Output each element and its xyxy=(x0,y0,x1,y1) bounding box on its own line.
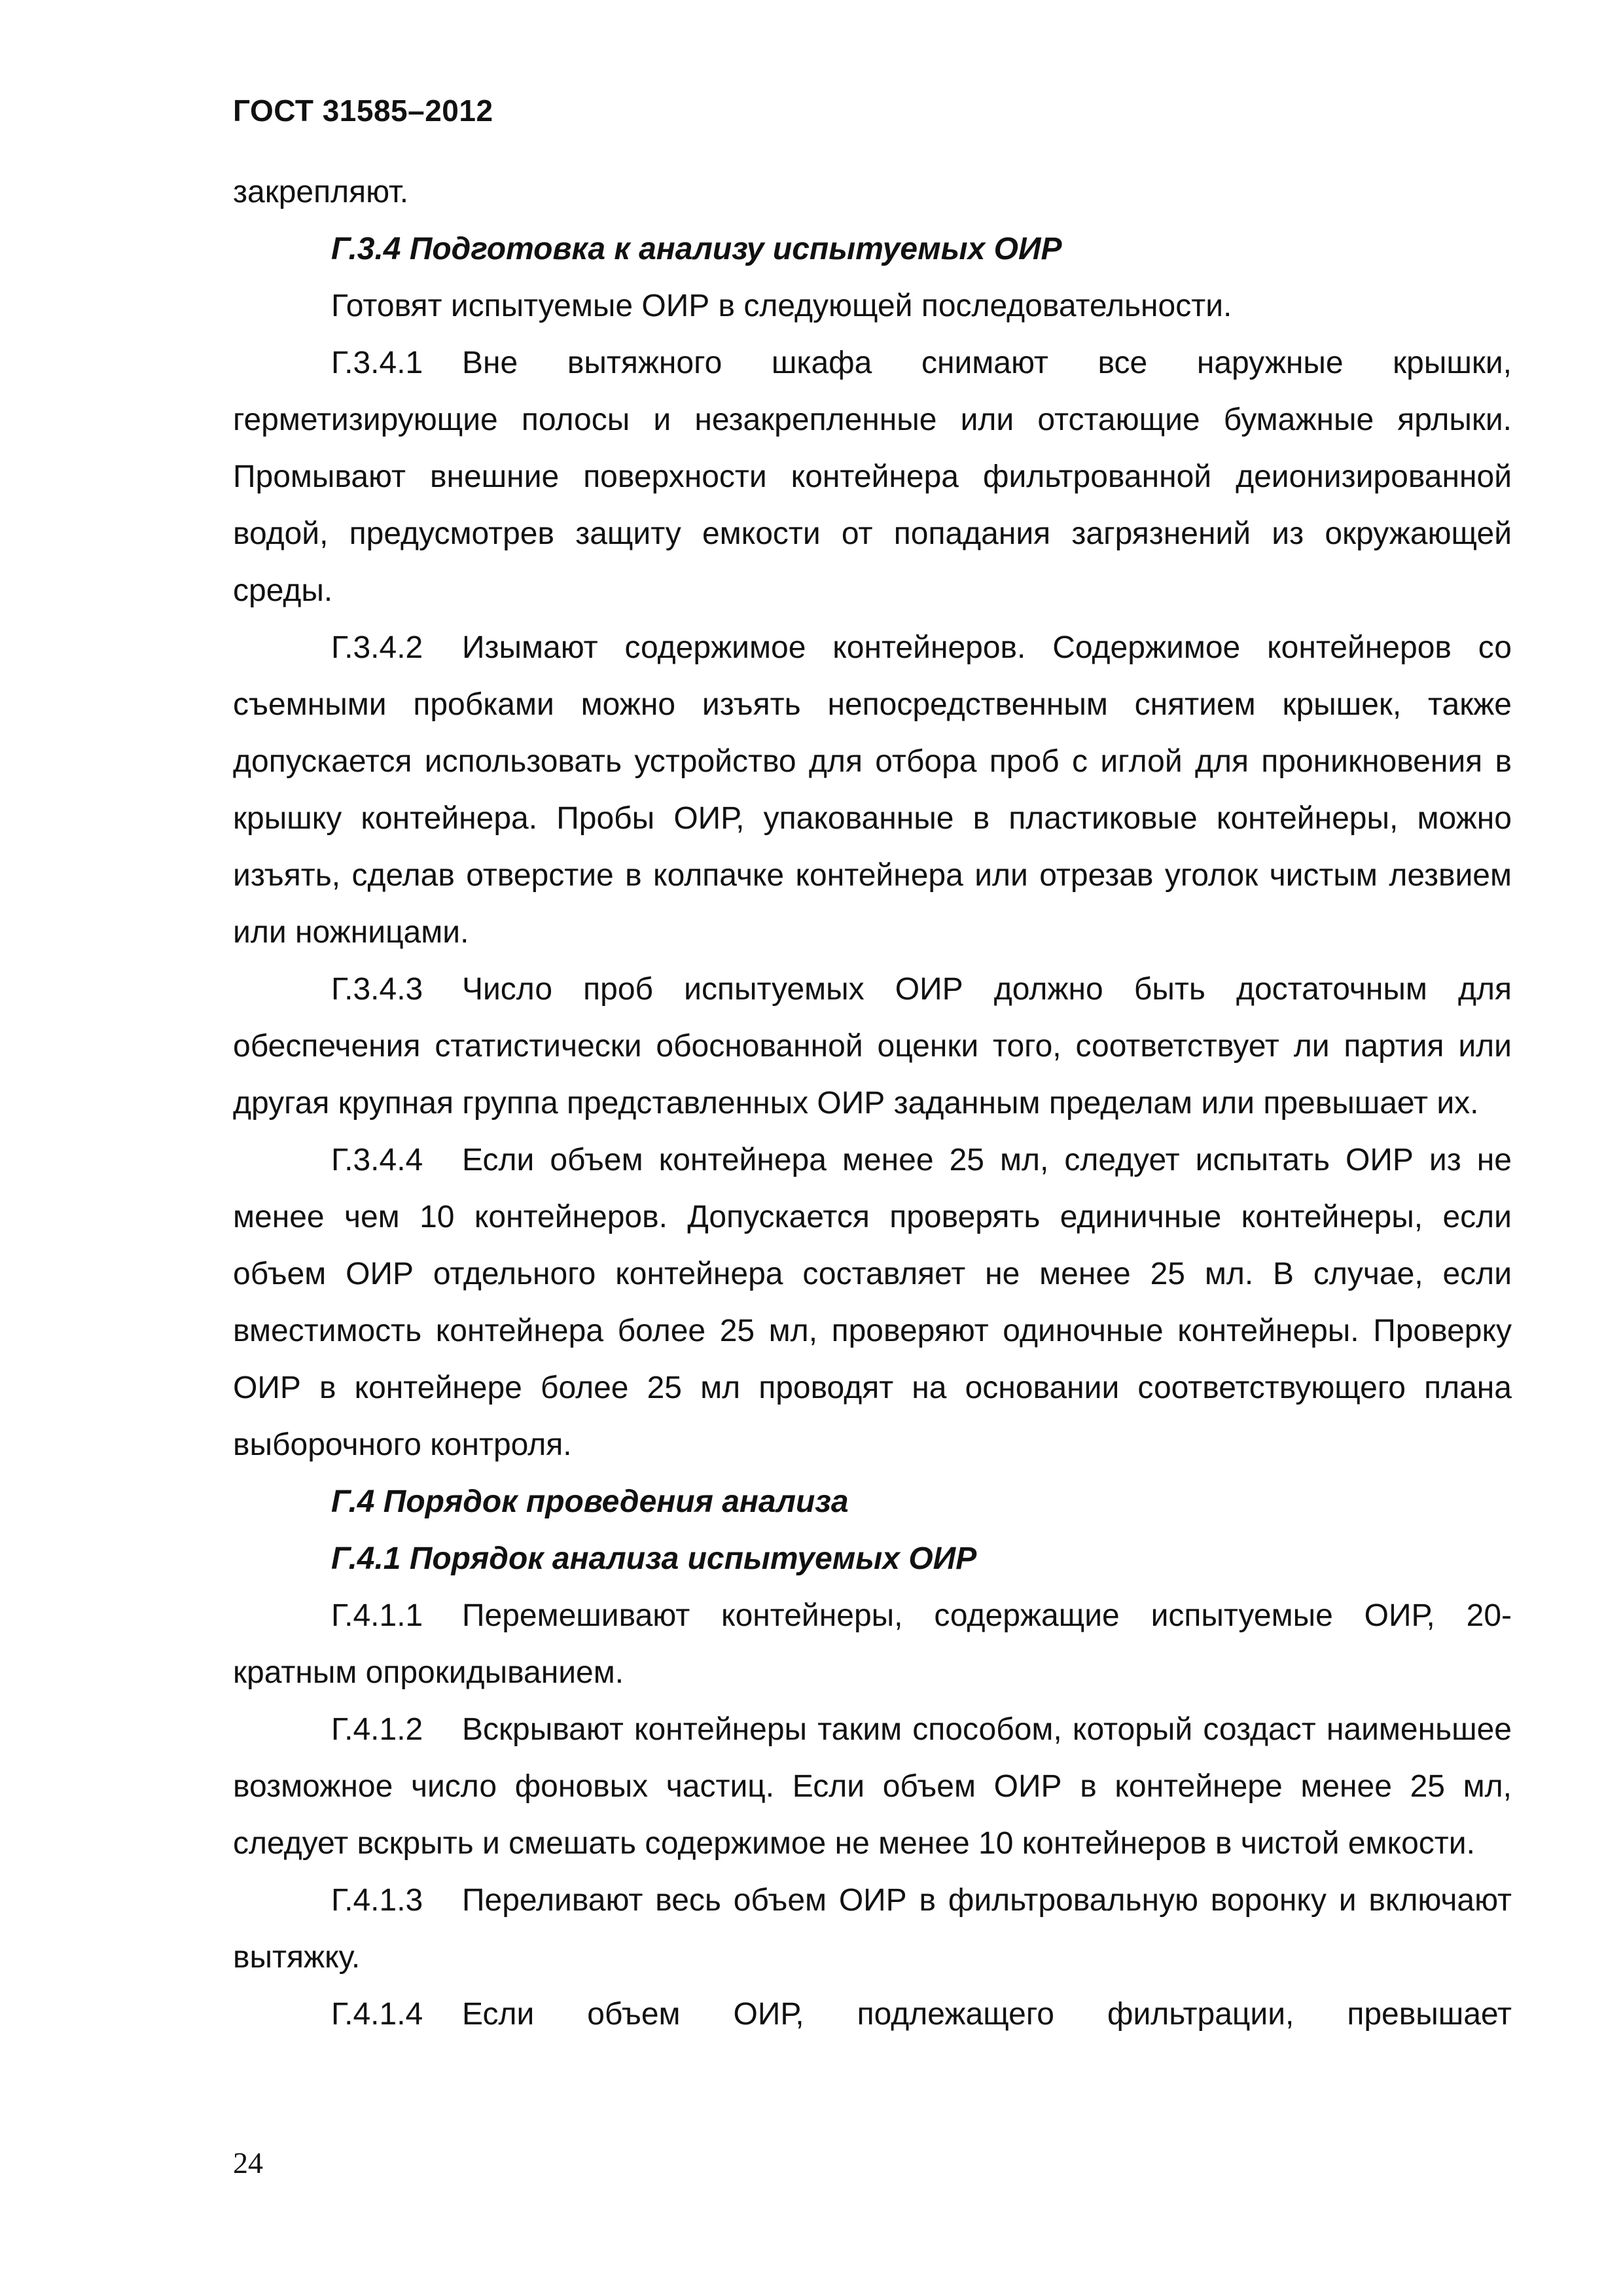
paragraph-intro: Готовят испытуемые ОИР в следующей последовательности. xyxy=(331,289,1232,323)
document-body xyxy=(233,164,1512,2043)
clause-g-4-1-1 xyxy=(233,1587,1512,1701)
section-heading-g-4-1: Г.4.1 Порядок анализа испытуемых ОИР xyxy=(331,1541,977,1576)
clause-number: Г.3.4.1 xyxy=(331,346,423,380)
clause-number: Г.3.4.4 xyxy=(331,1143,423,1177)
paragraph-continuation: закрепляют. xyxy=(233,175,409,209)
clause-g-3-4-1 xyxy=(233,334,1512,619)
section-heading-g-4: Г.4 Порядок проведения анализа xyxy=(331,1484,849,1519)
standard-designation: ГОСТ 31585–2012 xyxy=(233,94,493,128)
clause-number: Г.4.1.3 xyxy=(331,1883,423,1918)
clause-number: Г.3.4.3 xyxy=(331,972,423,1007)
clause-number: Г.3.4.2 xyxy=(331,630,423,665)
clause-number: Г.4.1.2 xyxy=(331,1712,423,1747)
clause-text: Число проб испытуемых ОИР должно быть достаточным для обеспечения статистически обоснованной оценки того, соответствует ли партия или другая крупная группа представленных ОИР заданным пределам или превышает их. xyxy=(233,972,1512,1121)
page-number: 24 xyxy=(233,2146,263,2179)
clause-g-4-1-4 xyxy=(233,1986,1512,2043)
clause-number: Г.4.1.4 xyxy=(331,1997,423,2032)
clause-g-3-4-4 xyxy=(233,1132,1512,1473)
clause-text: Вскрывают контейнеры таким способом, который создаст наименьшее возможное число фоновых частиц. Если объем ОИР в контейнере менее 25 мл, следует вскрыть и смешать содержимое не менее 10 контейнеров в чистой емкости. xyxy=(233,1712,1512,1861)
clause-text: Переливают весь объем ОИР в фильтровальную воронку и включают вытяжку. xyxy=(233,1883,1512,1975)
clause-number: Г.4.1.1 xyxy=(331,1598,423,1633)
clause-g-4-1-2 xyxy=(233,1701,1512,1872)
clause-text: Если объем контейнера менее 25 мл, следует испытать ОИР из не менее чем 10 контейнеров. Допускается проверять единичные контейнеры, если объем ОИР отдельного контейнера составляет не менее 25 мл. В случае, если вместимость контейнера более 25 мл, проверяют одиночные контейнеры. Проверку ОИР в контейнере более 25 мл проводят на основании соответствующего плана выборочного контроля. xyxy=(233,1143,1512,1462)
clause-g-3-4-2 xyxy=(233,619,1512,961)
clause-text: Вне вытяжного шкафа снимают все наружные крышки, герметизирующие полосы и незакрепленные или отстающие бумажные ярлыки. Промывают внешние поверхности контейнера фильтрованной деионизированной водой, предусмотрев защиту емкости от попадания загрязнений из окружающей среды. xyxy=(233,346,1512,608)
clause-text: Если объем ОИР, подлежащего фильтрации, превышает xyxy=(462,1997,1512,2032)
clause-g-4-1-3 xyxy=(233,1872,1512,1986)
clause-text: Перемешивают контейнеры, содержащие испытуемые ОИР, 20-кратным опрокидыванием. xyxy=(233,1598,1512,1690)
section-heading-g-3-4: Г.3.4 Подготовка к анализу испытуемых ОИР xyxy=(331,232,1062,266)
clause-text: Изымают содержимое контейнеров. Содержимое контейнеров со съемными пробками можно изъять непосредственным снятием крышек, также допускается использовать устройство для отбора проб с иглой для проникновения в крышку контейнера. Пробы ОИР, упакованные в пластиковые контейнеры, можно изъять, сделав отверстие в колпачке контейнера или отрезав уголок чистым лезвием или ножницами. xyxy=(233,630,1512,950)
clause-g-3-4-3 xyxy=(233,961,1512,1132)
